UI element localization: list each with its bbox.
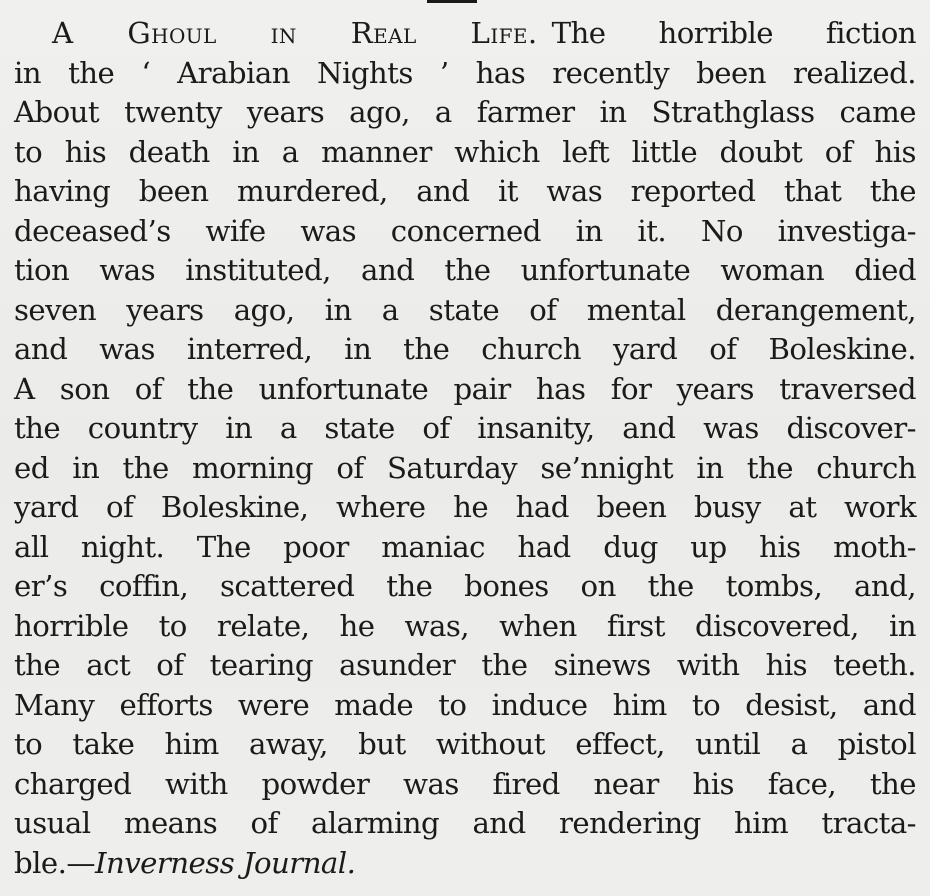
article-source: Inverness Journal. xyxy=(95,845,356,880)
article-line-15: er’s coffin, scattered the bones on the tombs, and, xyxy=(14,569,916,603)
article-line-22 xyxy=(14,844,916,884)
article-line-19: to take him away, but without effect, until a pistol xyxy=(14,727,916,761)
article-line-13: yard of Boleskine, where he had been busy at work xyxy=(14,490,916,524)
article-headline: A Ghoul in Real Life. xyxy=(52,16,538,50)
article-line-14: all night. The poor maniac had dug up his moth- xyxy=(14,529,916,564)
article-line-9: and was interred, in the church yard of Boleskine. xyxy=(14,332,916,366)
article-line-4: to his death in a manner which left little doubt of his xyxy=(14,134,916,169)
article-line-3: About twenty years ago, a farmer in Strathglass came xyxy=(14,95,916,129)
article-line-8: seven years ago, in a state of mental derangement, xyxy=(14,292,916,327)
column-rule xyxy=(427,0,477,3)
article-line-6: deceased’s wife was concerned in it. No investiga- xyxy=(14,213,916,248)
article-line-11: the country in a state of insanity, and was discover- xyxy=(14,411,916,445)
article-line-2: in the ‘ Arabian Nights ’ has recently been realized. xyxy=(14,55,916,90)
article-line-20: charged with powder was fired near his face, the xyxy=(14,766,916,801)
article-body xyxy=(14,14,916,883)
article-line-18: Many efforts were made to induce him to desist, and xyxy=(14,687,916,722)
article-line-12: ed in the morning of Saturday se’nnight in the church xyxy=(14,450,916,485)
article-final-text: ble.— xyxy=(14,845,96,880)
article-line-1-text: The horrible fiction xyxy=(551,16,916,50)
article-line-5: having been murdered, and it was reported that the xyxy=(14,174,916,208)
article-line-10: A son of the unfortunate pair has for years traversed xyxy=(14,371,916,406)
article-line-7: tion was instituted, and the unfortunate woman died xyxy=(14,253,916,287)
article-line-21: usual means of alarming and rendering him tracta- xyxy=(14,806,916,840)
article-line-1 xyxy=(14,14,916,54)
article-line-16: horrible to relate, he was, when first discovered, in xyxy=(14,608,916,643)
article-line-17: the act of tearing asunder the sinews with his teeth. xyxy=(14,648,916,682)
